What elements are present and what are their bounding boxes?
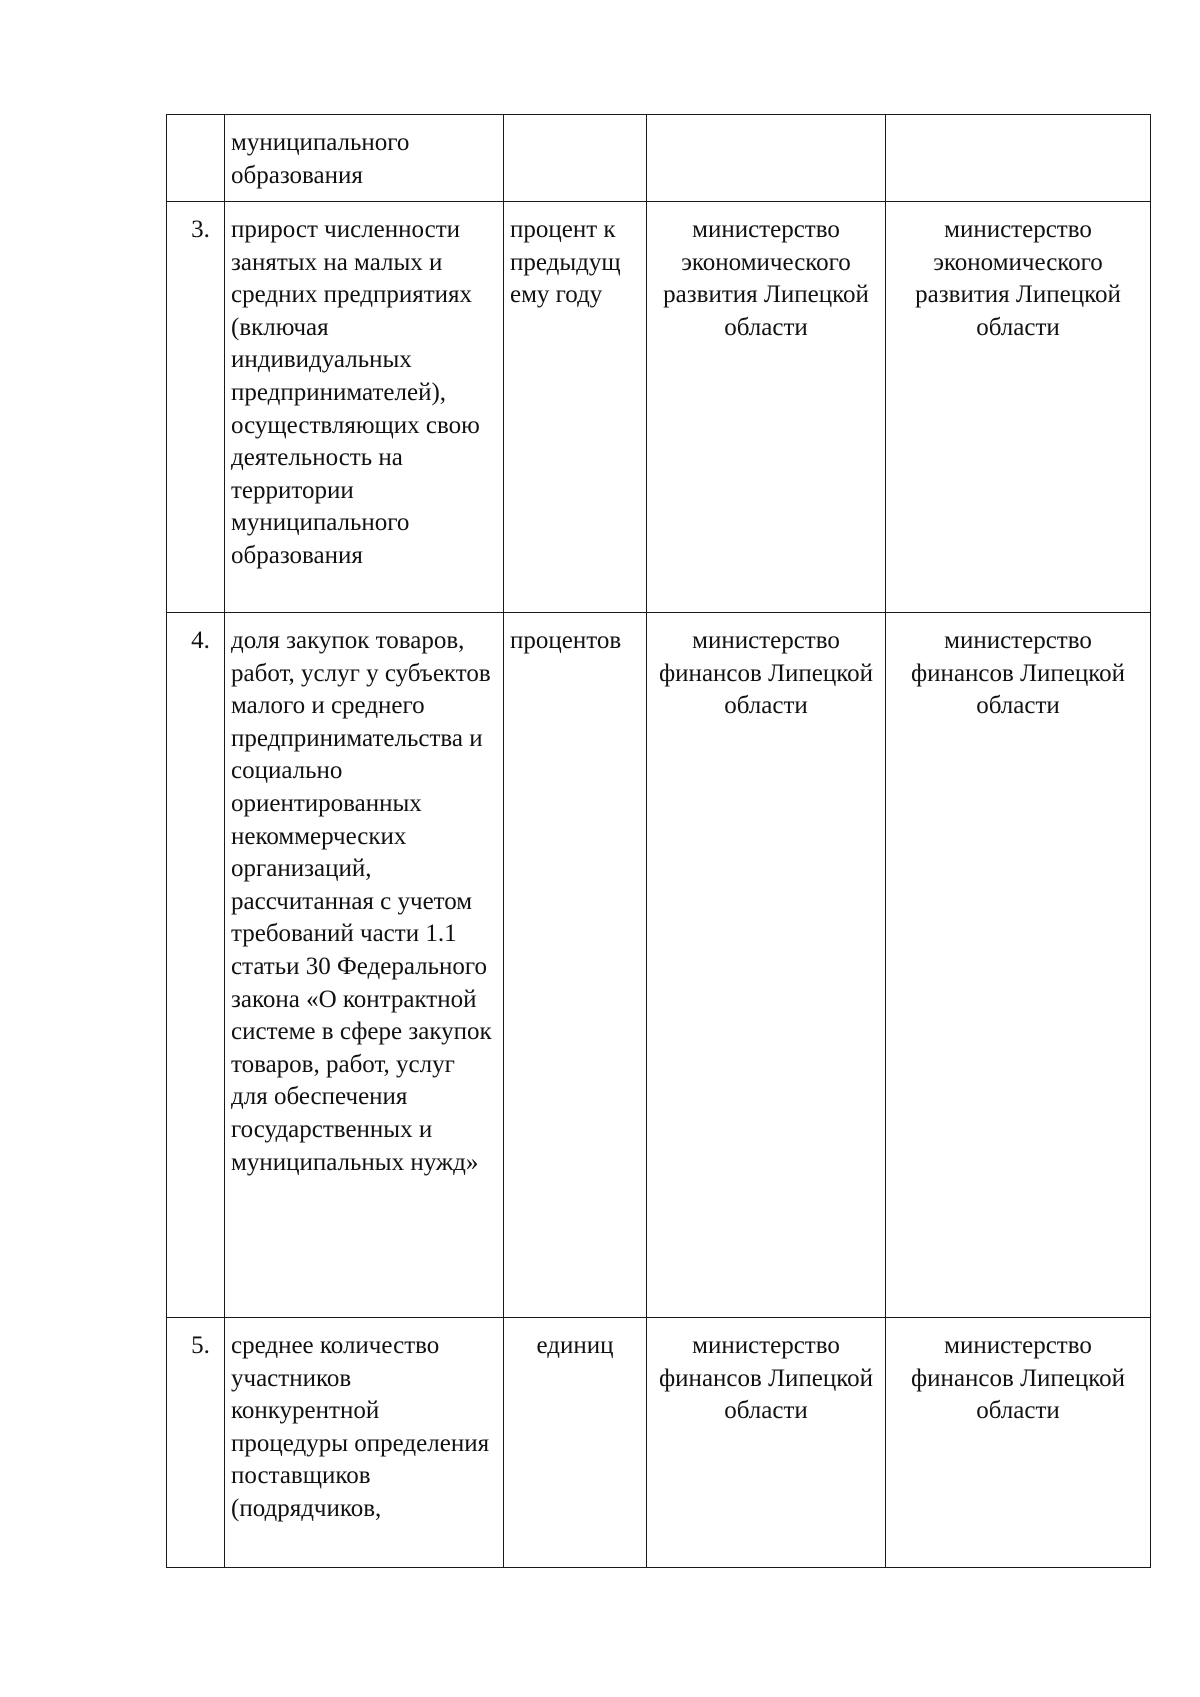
table-row <box>167 202 1151 613</box>
data-source: министерство финансов Липецкой области <box>886 1318 1151 1568</box>
row-number: 5. <box>167 1318 225 1568</box>
unit-of-measure <box>504 115 647 202</box>
row-number <box>167 115 225 202</box>
row-number: 4. <box>167 613 225 1318</box>
table-row <box>167 613 1151 1318</box>
responsible-body: министерство финансов Липецкой области <box>647 613 886 1318</box>
data-source: министерство экономического развития Липецкой области <box>886 202 1151 613</box>
indicator-name: прирост численности занятых на малых и средних предприятиях (включая индивидуальных предпринимателей), осуществляющих свою деятельность на территории муниципального образования <box>225 202 504 613</box>
indicator-line: муниципального образования <box>231 129 410 189</box>
indicator-name: доля закупок товаров, работ, услуг у субъектов малого и среднего предпринимательства и социально ориентированных некоммерческих организаций, рассчитанная с учетом требований части 1.1 статьи 30 Федерального закона «О контрактной системе в сфере закупок товаров, работ, услуг для обеспечения государственных и муниципальных нужд» <box>225 613 504 1318</box>
data-source <box>886 115 1151 202</box>
indicators-table <box>166 114 1151 1568</box>
responsible-body <box>647 115 886 202</box>
table-row <box>167 115 1151 202</box>
indicator-name: среднее количество участников конкурентной процедуры определения поставщиков (подрядчиков, <box>225 1318 504 1568</box>
table-row <box>167 1318 1151 1568</box>
indicator-name <box>225 115 504 202</box>
responsible-body: министерство экономического развития Липецкой области <box>647 202 886 613</box>
data-source: министерство финансов Липецкой области <box>886 613 1151 1318</box>
unit-of-measure: процент к предыдущ ему году <box>504 202 647 613</box>
row-number: 3. <box>167 202 225 613</box>
responsible-body: министерство финансов Липецкой области <box>647 1318 886 1568</box>
unit-of-measure: единиц <box>504 1318 647 1568</box>
unit-of-measure: процентов <box>504 613 647 1318</box>
